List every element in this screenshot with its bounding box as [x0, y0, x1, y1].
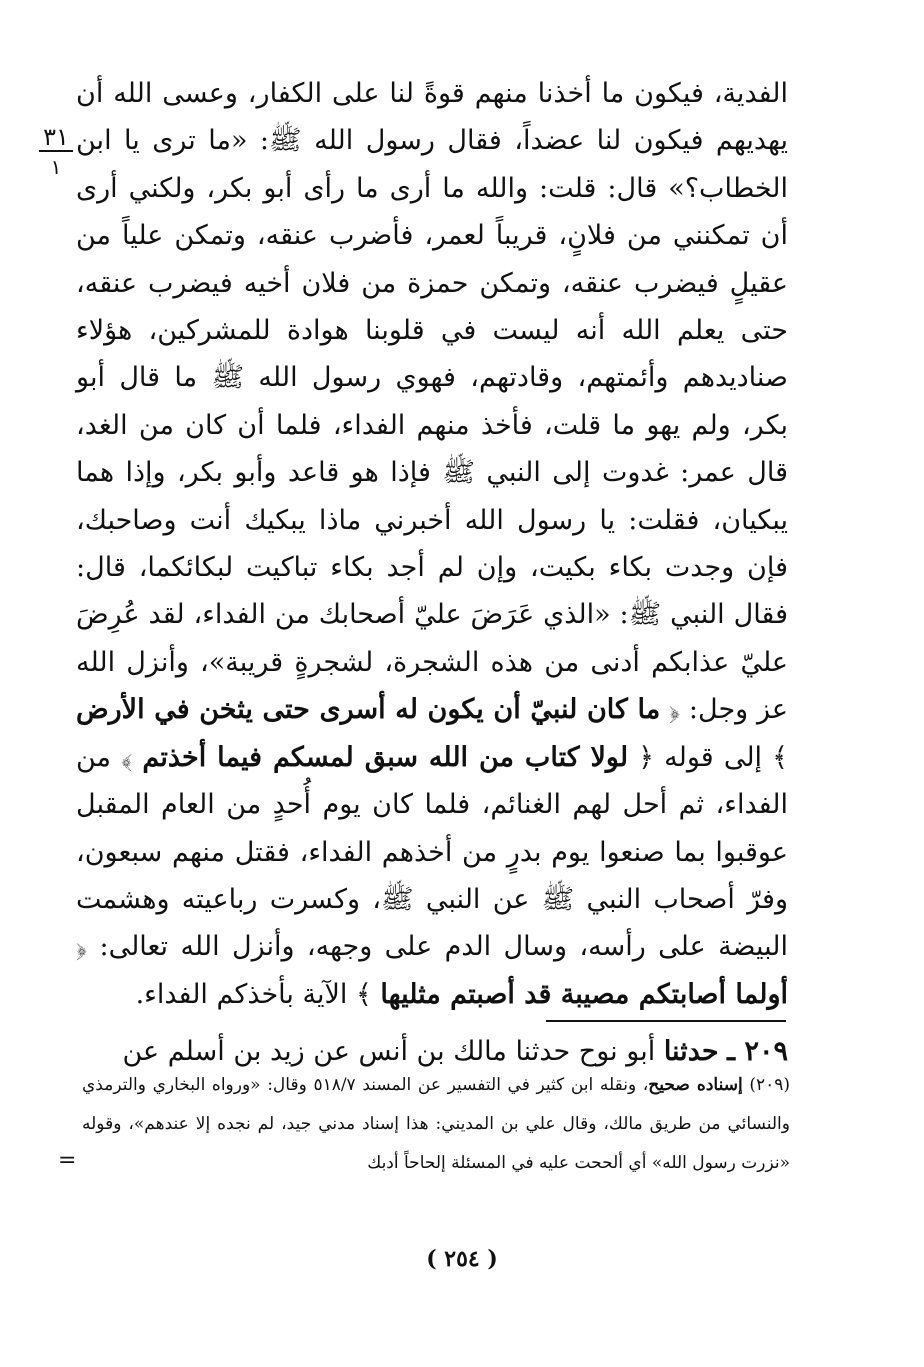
- text-segment: ﴾ إلى قوله ﴿: [638, 741, 788, 773]
- quran-quote: أولما أصابتكم مصيبة قد أصبتم مثليها: [380, 978, 788, 1010]
- footnote-text: ، ونقله ابن كثير في التفسير عن المسند ٥١٨/٧ وقال: «ورواه البخاري والترمذي والنسائي من طريق مالك، وقال علي بن المديني: هذا إسناد مدني جيد، لم نجده إلا عندهم»، وقوله «نزرت رسول الله» أي ألححت عليه في المسئلة إلحاحاً أدبك: [82, 1075, 790, 1173]
- quran-quote: ما كان لنبيّ أن يكون له أسرى حتى يثخن في الأرض: [76, 694, 661, 726]
- footnote-separator: [546, 1020, 786, 1022]
- footnote-lead: إسناده صحيح: [648, 1075, 743, 1095]
- text-segment: ﴾ الآية بأخذكم الفداء.: [135, 978, 372, 1010]
- margin-reference-number: ٣١: [39, 124, 73, 152]
- footnote-209: [82, 1066, 790, 1183]
- hadith-number: ٢٠٩ ـ: [727, 1036, 788, 1068]
- text-segment: ﴾ من الفداء، ثم أحل لهم الغنائم، فلما كان يوم أُحدٍ من العام المقبل عوقبوا بما صنعوا يوم بدرٍ من أخذهم الفداء، فقتل منهم سبعون، وفرّ أصحاب النبي ﷺ عن النبي ﷺ، وكسرت رباعيته وهشمت البيضة على رأسه، وسال الدم على وجهه، وأنزل الله تعالى: ﴿: [76, 741, 788, 963]
- footnote-number: (٢٠٩): [749, 1075, 791, 1095]
- paragraph-hadith-208: [76, 70, 788, 1018]
- footnotes: [82, 1066, 790, 1183]
- main-text: [76, 70, 788, 1076]
- margin-reference-sub: ١: [50, 155, 62, 180]
- hadith-lead: حدثنا: [663, 1036, 719, 1068]
- text-segment: أبو نوح حدثنا مالك بن أنس عن زيد بن أسلم عن: [122, 1036, 656, 1068]
- page-number: ( ٢٥٤ ): [426, 1246, 498, 1272]
- quran-quote: لولا كتاب من الله سبق لمسكم فيما أخذتم: [142, 741, 629, 773]
- text-segment: الفدية، فيكون ما أخذنا منهم قوةً لنا على الكفار، وعسى الله أن يهديهم فيكون لنا عضداً، فقال رسول الله ﷺ: «ما ترى يا ابن الخطاب؟» قال: قلت: والله ما أرى ما رأى أبو بكر، ولكني أرى أن تمكنني من فلانٍ، قريباً لعمر، فأضرب عنقه، وتمكن علياً من عقيلٍ فيضرب عنقه، وتمكن حمزة من فلان أخيه فيضرب عنقه، حتى يعلم الله أنه ليست في قلوبنا هوادة للمشركين، هؤلاء صناديدهم وأئمتهم، وقادتهم، فهوي رسول الله ﷺ ما قال أبو بكر، ولم يهو ما قلت، فأخذ منهم الفداء، فلما أن كان من الغد، قال عمر: غدوت إلى النبي ﷺ فإذا هو قاعد وأبو بكر، وإذا هما يبكيان، فقلت: يا رسول الله أخبرني ماذا يبكيك أنت وصاحبك، فإن وجدت بكاء بكيت، وإن لم أجد بكاء تباكيت لبكائكما، قال: فقال النبي ﷺ: «الذي عَرَضَ عليّ أصحابك من الفداء، لقد عُرِضَ عليّ عذابكم أدنى من هذه الشجرة، لشجرةٍ قريبة»، وأنزل الله عز وجل: ﴿: [76, 78, 789, 726]
- continuation-mark: =: [58, 1148, 77, 1173]
